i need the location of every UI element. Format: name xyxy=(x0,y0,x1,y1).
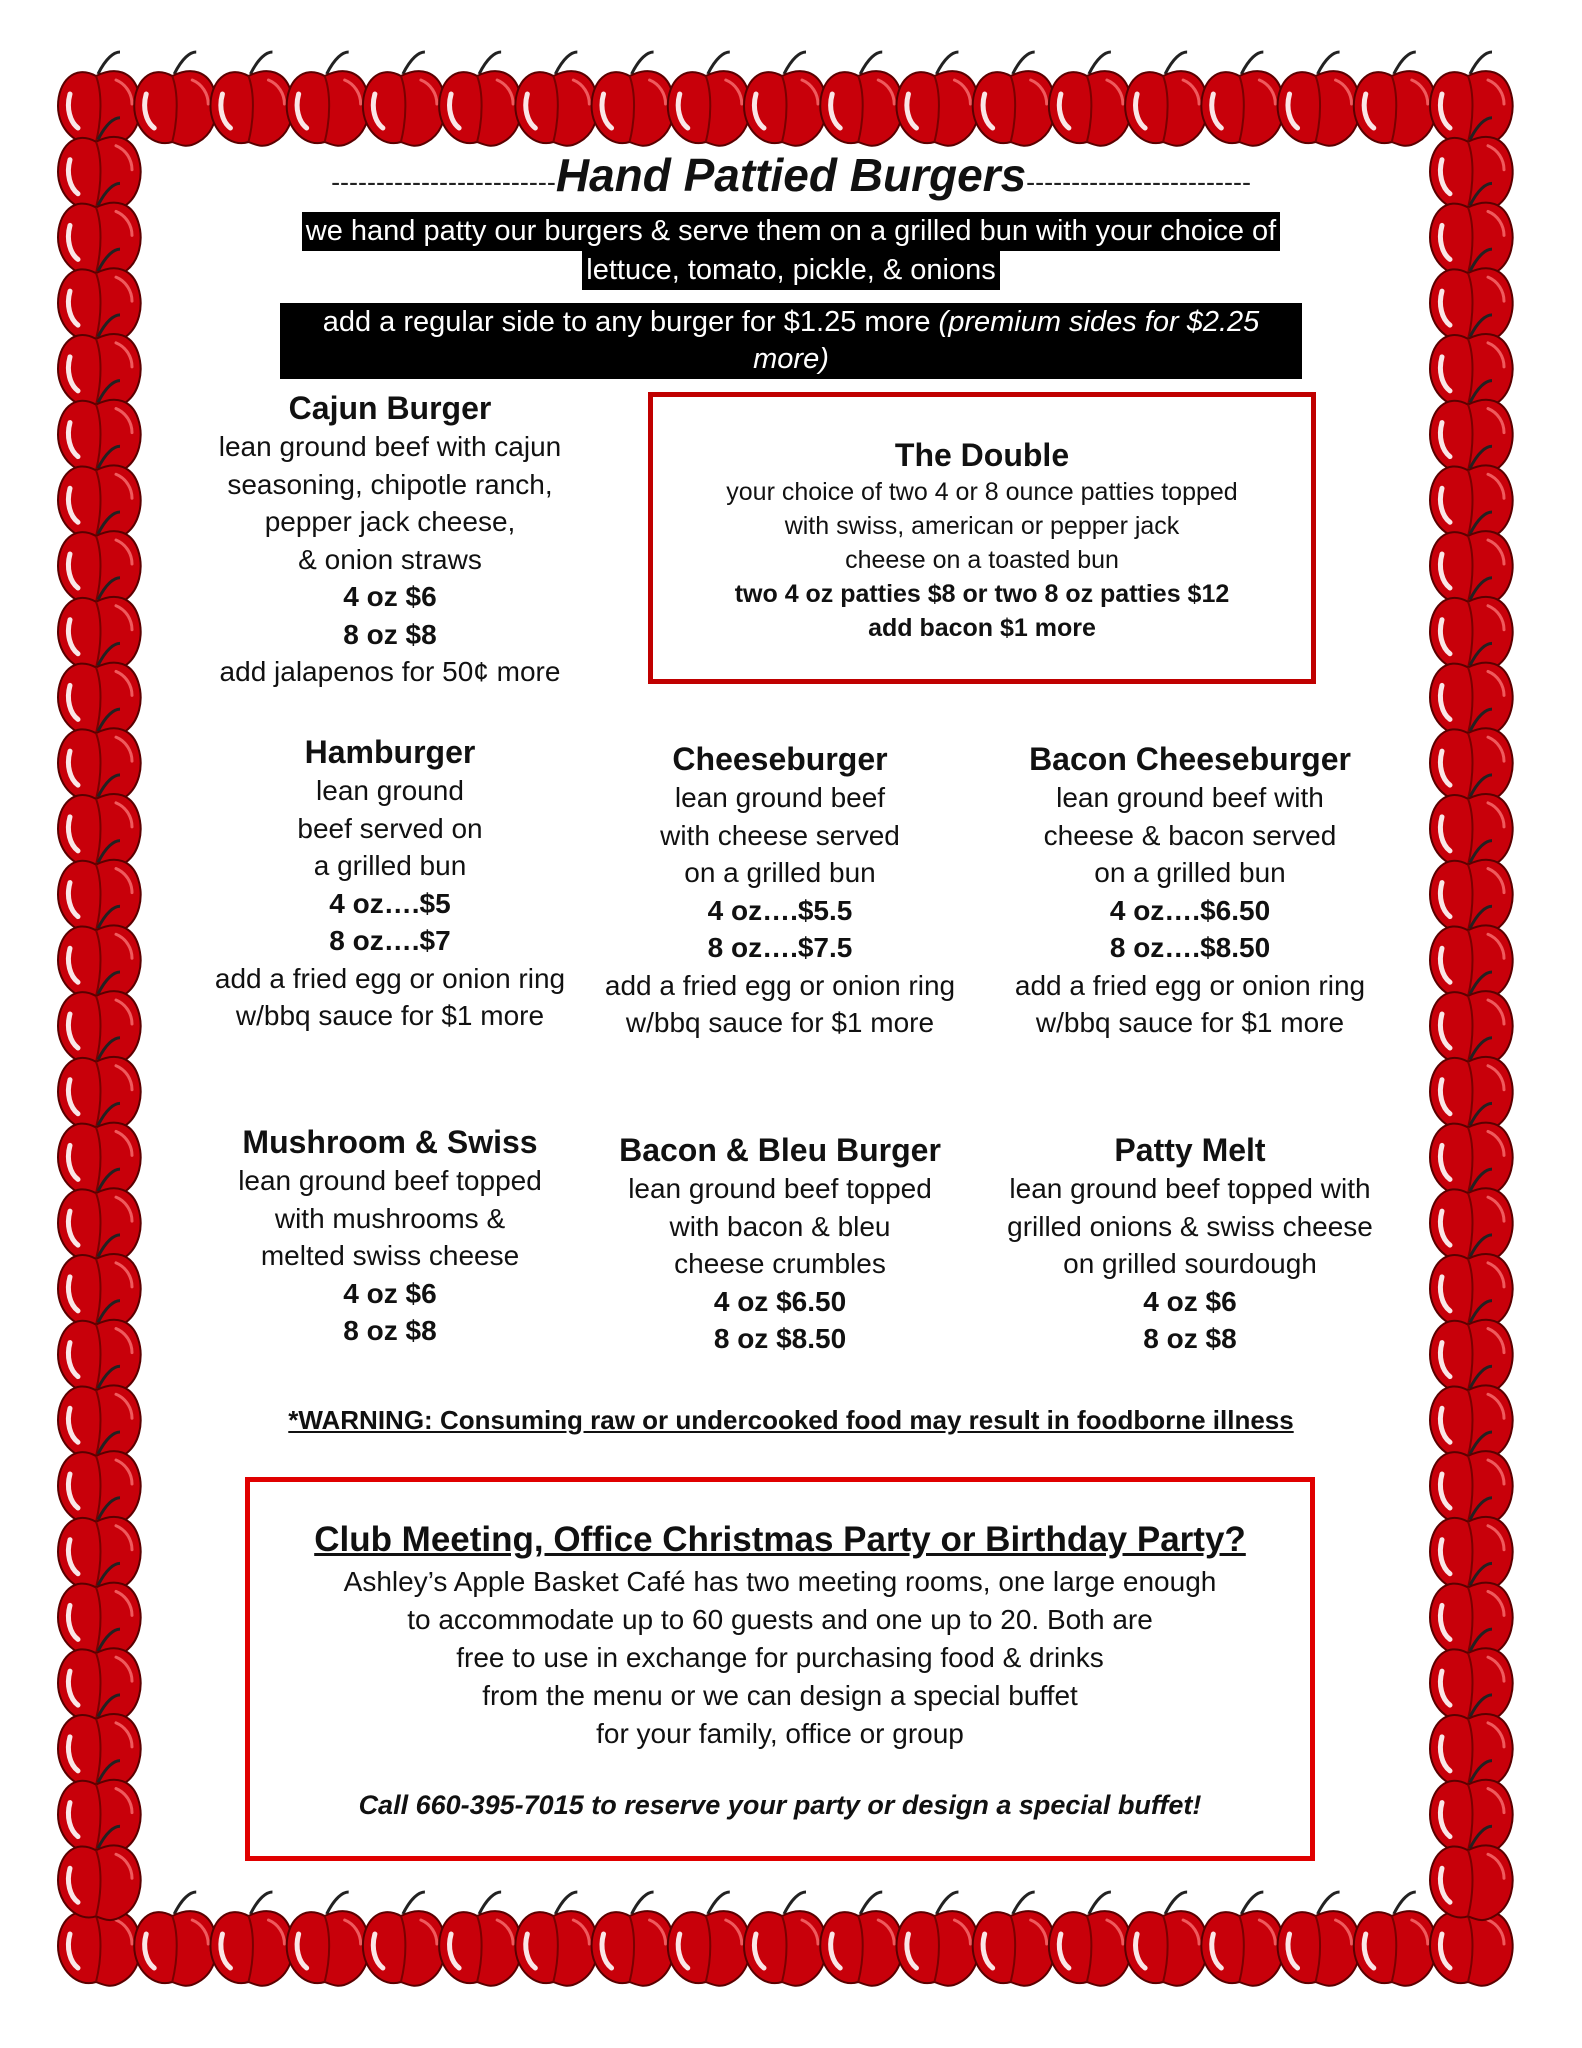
item-description: lean ground beef with xyxy=(1056,782,1324,813)
apple-icon xyxy=(287,52,370,146)
item-description: seasoning, chipotle ranch, xyxy=(227,468,553,500)
club-description: from the menu or we can design a special buffet xyxy=(482,1680,1078,1711)
apple-icon xyxy=(1201,1892,1284,1986)
item-name: Bacon & Bleu Burger xyxy=(619,1132,941,1168)
menu-item-patty-melt xyxy=(980,1130,1400,1358)
apple-icon xyxy=(744,1892,827,1986)
apple-icon xyxy=(1354,1892,1437,1986)
item-note: add bacon $1 more xyxy=(868,614,1096,642)
item-description: with cheese served xyxy=(660,819,900,851)
apple-icon xyxy=(134,52,217,146)
apple-icon xyxy=(1125,52,1208,146)
apple-icon xyxy=(896,1892,979,1986)
item-price: 8 oz….$8.50 xyxy=(1109,932,1271,963)
item-description: on a grilled bun xyxy=(684,857,876,888)
intro-block xyxy=(280,212,1302,290)
apple-icon xyxy=(210,52,293,146)
item-description: grilled onions & swiss cheese xyxy=(1007,1210,1373,1242)
intro-line-1: we hand patty our burgers & serve them on a grilled bun with your choice of xyxy=(302,212,1280,251)
item-description: lean ground xyxy=(316,775,464,806)
title-dashes-left: ------------------------- xyxy=(331,167,556,197)
apple-icon xyxy=(134,1892,217,1986)
menu-item-bacon-cheeseburger xyxy=(980,739,1400,1042)
apple-icon xyxy=(1125,1892,1208,1986)
apple-icon xyxy=(515,52,598,146)
item-description: pepper jack cheese, xyxy=(264,506,516,537)
apple-icon xyxy=(515,1892,598,1986)
item-price: 4 oz….$5 xyxy=(329,887,451,919)
apple-icon xyxy=(1201,52,1284,146)
menu-item-mushroom-swiss xyxy=(180,1122,600,1350)
item-description: with bacon & bleu xyxy=(669,1210,891,1242)
food-warning-block xyxy=(180,1405,1402,1436)
apple-icon xyxy=(1354,52,1437,146)
menu-item-cheeseburger xyxy=(580,739,980,1042)
item-price: 4 oz $6 xyxy=(343,581,437,612)
item-price: 4 oz $6 xyxy=(343,1277,437,1309)
item-name: Mushroom & Swiss xyxy=(242,1124,538,1160)
club-title: Club Meeting, Office Christmas Party or Birthday Party? xyxy=(314,1520,1246,1559)
reservation-call: Call 660-395-7015 to reserve your party or design a special buffet! xyxy=(358,1790,1202,1820)
item-price: 8 oz $8 xyxy=(343,1315,437,1346)
menu-item-cajun-burger xyxy=(180,388,600,691)
item-price: 8 oz $8 xyxy=(343,618,437,650)
item-note: w/bbq sauce for $1 more xyxy=(625,1007,935,1038)
club-description: free to use in exchange for purchasing food & drinks xyxy=(456,1642,1104,1673)
apple-icon xyxy=(1430,52,1513,146)
item-price: 8 oz $8.50 xyxy=(713,1323,847,1354)
apple-icon xyxy=(744,52,827,146)
apple-icon xyxy=(363,1892,446,1986)
apple-icon xyxy=(439,1892,522,1986)
apple-icon xyxy=(973,52,1056,146)
apple-icon xyxy=(1049,1892,1132,1986)
item-name: Bacon Cheeseburger xyxy=(1029,741,1351,777)
item-price: two 4 oz patties $8 or two 8 oz patties $12 xyxy=(734,580,1230,608)
item-description: on grilled sourdough xyxy=(1063,1248,1317,1279)
apple-icon xyxy=(58,52,141,146)
menu-item-bacon-bleu-burger xyxy=(580,1130,980,1358)
apple-icon xyxy=(820,52,903,146)
item-description: & onion straws xyxy=(298,543,482,575)
item-price: 4 oz $6 xyxy=(1143,1285,1237,1317)
item-name: Cajun Burger xyxy=(288,390,492,426)
item-description: with mushrooms & xyxy=(274,1202,506,1234)
item-description: cheese on a toasted bun xyxy=(845,546,1119,574)
club-description: for your family, office or group xyxy=(596,1718,964,1749)
item-description: cheese crumbles xyxy=(674,1248,886,1279)
apple-icon xyxy=(668,52,751,146)
item-price: 8 oz $8 xyxy=(1143,1323,1237,1354)
item-price: 4 oz….$6.50 xyxy=(1109,894,1271,926)
apple-icon xyxy=(896,52,979,146)
item-description: lean ground beef topped xyxy=(628,1173,932,1204)
side-note-regular: add a regular side to any burger for $1.25 more xyxy=(322,306,939,338)
title-dashes-right: ------------------------- xyxy=(1026,167,1251,197)
item-note: w/bbq sauce for $1 more xyxy=(1035,1007,1345,1038)
item-price: 4 oz….$5.5 xyxy=(707,894,853,926)
item-price: 8 oz….$7 xyxy=(329,925,451,956)
apple-icon xyxy=(287,1892,370,1986)
apple-icon xyxy=(1278,1892,1361,1986)
apple-icon xyxy=(592,1892,675,1986)
side-note-premium: (premium sides for $2.25 more) xyxy=(753,306,1260,375)
intro-line-2: lettuce, tomato, pickle, & onions xyxy=(582,251,999,290)
item-name: The Double xyxy=(894,437,1070,473)
apple-icon xyxy=(592,52,675,146)
menu-title-row xyxy=(280,148,1302,202)
apple-icon xyxy=(363,52,446,146)
item-note: add jalapenos for 50¢ more xyxy=(219,656,561,687)
item-note: add a fried egg or onion ring xyxy=(1014,969,1366,1001)
item-description: your choice of two 4 or 8 ounce patties topped xyxy=(726,478,1238,506)
menu-item-the-double xyxy=(648,392,1316,684)
item-description: lean ground beef xyxy=(674,782,886,813)
item-description: with swiss, american or pepper jack xyxy=(784,512,1180,540)
apple-icon xyxy=(1049,52,1132,146)
item-description: on a grilled bun xyxy=(1094,857,1286,888)
item-description: a grilled bun xyxy=(313,850,467,881)
apple-icon xyxy=(820,1892,903,1986)
item-description: lean ground beef topped with xyxy=(1009,1173,1371,1204)
item-note: add a fried egg or onion ring xyxy=(604,969,956,1001)
menu-title: Hand Pattied Burgers xyxy=(555,149,1027,201)
apple-icon xyxy=(1278,52,1361,146)
item-name: Cheeseburger xyxy=(672,741,888,777)
item-name: Patty Melt xyxy=(1114,1132,1266,1168)
food-warning: *WARNING: Consuming raw or undercooked food may result in foodborne illness xyxy=(288,1405,1294,1435)
apple-icon xyxy=(668,1892,751,1986)
apple-icon xyxy=(439,52,522,146)
side-note xyxy=(280,303,1302,379)
side-note-block xyxy=(280,303,1302,379)
apple-icon xyxy=(210,1892,293,1986)
item-description: beef served on xyxy=(297,812,483,844)
item-description: lean ground beef with cajun xyxy=(218,431,562,462)
item-description: cheese & bacon served xyxy=(1043,819,1337,851)
apple-icon xyxy=(973,1892,1056,1986)
menu-item-hamburger xyxy=(180,732,600,1035)
club-description: to accommodate up to 60 guests and one up to 20. Both are xyxy=(407,1604,1153,1635)
item-note: w/bbq sauce for $1 more xyxy=(235,1000,545,1031)
item-price: 8 oz….$7.5 xyxy=(707,932,853,963)
club-description: Ashley’s Apple Basket Café has two meeting rooms, one large enough xyxy=(343,1566,1217,1597)
item-price: 4 oz $6.50 xyxy=(713,1285,847,1317)
item-description: melted swiss cheese xyxy=(260,1240,520,1271)
item-description: lean ground beef topped xyxy=(238,1165,542,1196)
item-name: Hamburger xyxy=(304,734,476,770)
club-meeting-box xyxy=(245,1477,1315,1861)
item-note: add a fried egg or onion ring xyxy=(214,962,566,994)
